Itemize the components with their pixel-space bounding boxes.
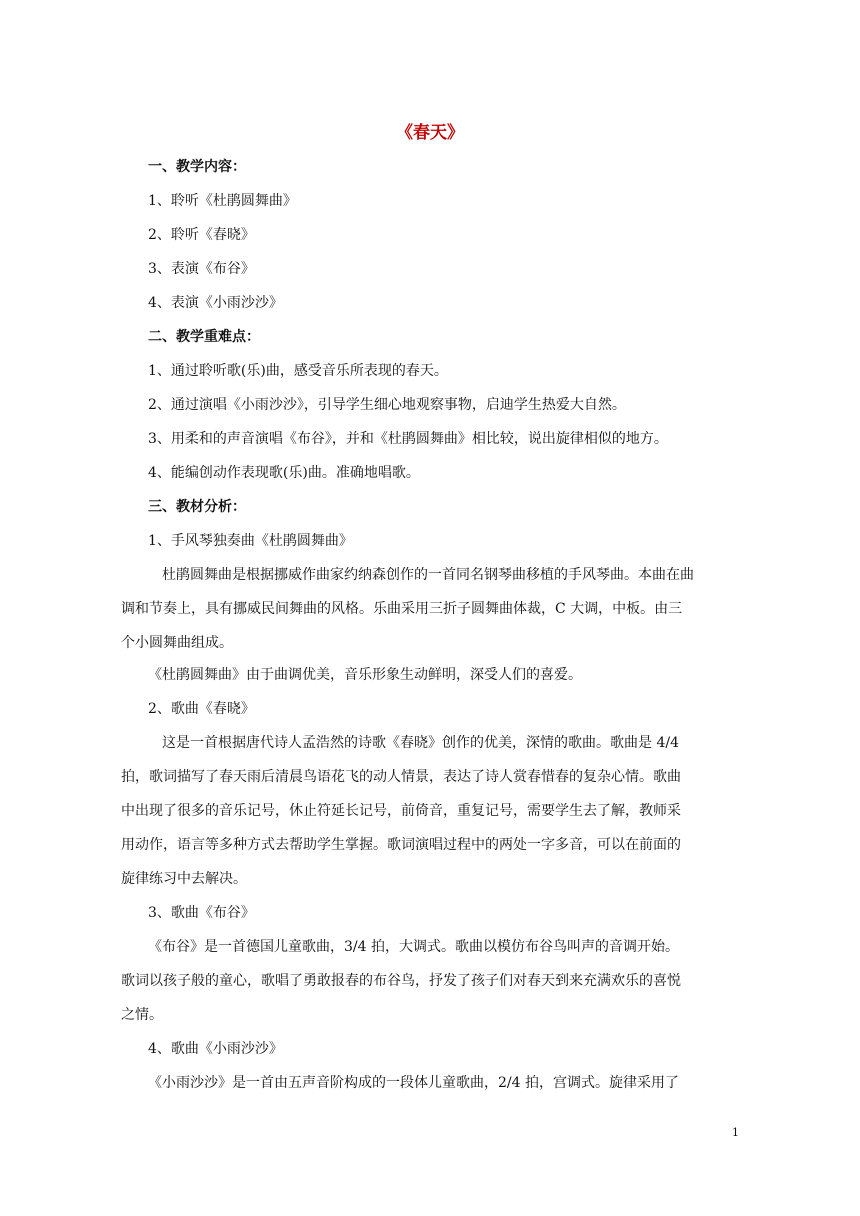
key-point: 3、用柔和的声音演唱《布谷》，并和《杜鹃圆舞曲》相比较，说出旋律相似的地方。 <box>148 431 668 447</box>
paragraph-line: 《杜鹃圆舞曲》由于曲调优美，音乐形象生动鲜明，深受人们的喜爱。 <box>148 667 582 683</box>
paragraph-line: 用动作，语言等多种方式去帮助学生掌握。歌词演唱过程中的两处一字多音，可以在前面的 <box>121 837 681 853</box>
key-point: 2、通过演唱《小雨沙沙》，引导学生细心地观察事物，启迪学生热爱大自然。 <box>148 397 626 413</box>
page-number: 1 <box>732 1126 739 1139</box>
paragraph-line: 调和节奏上，具有挪威民间舞曲的风格。乐曲采用三折子圆舞曲体裁，C 大调，中板。由三 <box>121 601 683 617</box>
paragraph-line: 旋律练习中去解决。 <box>121 871 247 887</box>
paragraph-line: 之情。 <box>121 1007 163 1023</box>
key-point: 1、通过聆听歌(乐)曲，感受音乐所表现的春天。 <box>148 363 448 379</box>
subheading: 3、歌曲《布谷》 <box>148 905 255 921</box>
document-title: 《春天》 <box>396 123 464 143</box>
paragraph-line: 个小圆舞曲组成。 <box>121 635 233 651</box>
content-item: 4、表演《小雨沙沙》 <box>148 295 283 311</box>
section-heading-content: 一、教学内容： <box>148 159 246 175</box>
subheading: 1、手风琴独奏曲《杜鹃圆舞曲》 <box>148 533 353 549</box>
content-item: 2、聆听《春晓》 <box>148 227 255 243</box>
subheading: 2、歌曲《春晓》 <box>148 701 255 717</box>
content-item: 1、聆听《杜鹃圆舞曲》 <box>148 193 297 209</box>
paragraph-line: 这是一首根据唐代诗人孟浩然的诗歌《春晓》创作的优美，深情的歌曲。歌曲是 4/4 <box>162 735 679 751</box>
paragraph-line: 杜鹃圆舞曲是根据挪威作曲家约纳森创作的一首同名钢琴曲移植的手风琴曲。本曲在曲 <box>162 567 694 583</box>
content-item: 3、表演《布谷》 <box>148 261 255 277</box>
section-heading-key-points: 二、教学重难点： <box>148 329 260 345</box>
section-heading-analysis: 三、教材分析： <box>148 499 246 515</box>
key-point: 4、能编创动作表现歌(乐)曲。准确地唱歌。 <box>148 465 420 481</box>
paragraph-line: 《布谷》是一首德国儿童歌曲，3/4 拍，大调式。歌曲以模仿布谷鸟叫声的音调开始。 <box>148 939 679 955</box>
paragraph-line: 《小雨沙沙》是一首由五声音阶构成的一段体儿童歌曲，2/4 拍，宫调式。旋律采用了 <box>148 1075 679 1091</box>
paragraph-line: 拍，歌词描写了春天雨后清晨鸟语花飞的动人情景，表达了诗人赏春惜春的复杂心情。歌曲 <box>121 769 681 785</box>
paragraph-line: 歌词以孩子般的童心，歌唱了勇敢报春的布谷鸟，抒发了孩子们对春天到来充满欢乐的喜悦 <box>121 973 681 989</box>
subheading: 4、歌曲《小雨沙沙》 <box>148 1041 283 1057</box>
paragraph-line: 中出现了很多的音乐记号，休止符延长记号，前倚音，重复记号，需要学生去了解，教师采 <box>121 803 681 819</box>
